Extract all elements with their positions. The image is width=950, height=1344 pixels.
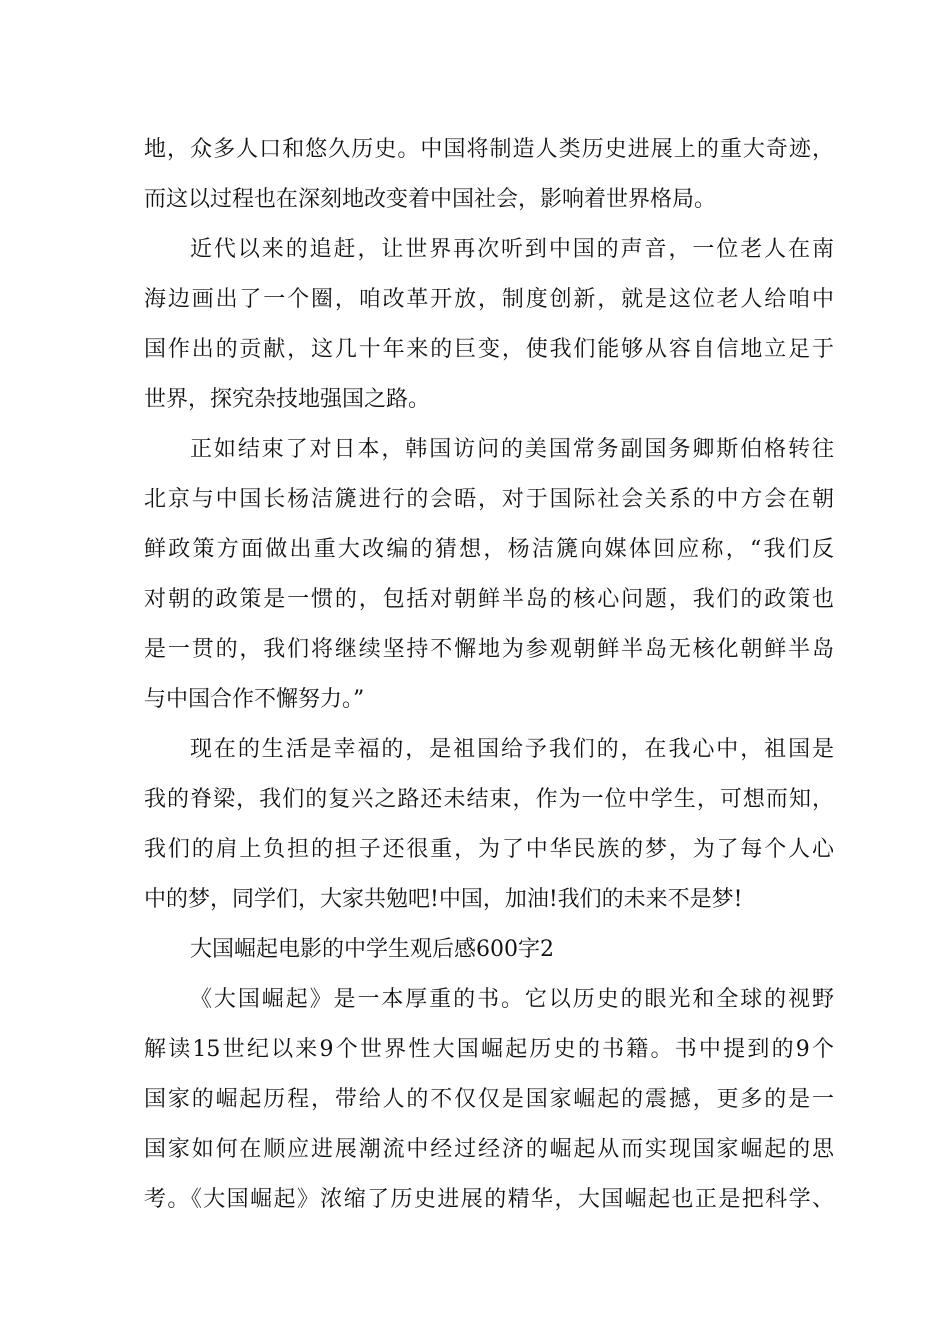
- text-line: 北京与中国长杨洁篪进行的会晤，对于国际社会关系的中方会在朝: [144, 487, 834, 512]
- section-heading: 大国崛起电影的中学生观后感600字2: [190, 937, 554, 962]
- text-line: 国家的崛起历程，带给人的不仅仅是国家崛起的震撼，更多的是一: [144, 1087, 834, 1112]
- text-line: 是一贯的，我们将继续坚持不懈地为参观朝鲜半岛无核化朝鲜半岛: [144, 637, 834, 662]
- text-line: 国作出的贡献，这几十年来的巨变，使我们能够从容自信地立足于: [144, 337, 834, 362]
- text-line: 对朝的政策是一惯的，包括对朝鲜半岛的核心问题，我们的政策也: [144, 587, 834, 612]
- text-line: 海边画出了一个圈，咱改革开放，制度创新，就是这位老人给咱中: [144, 287, 834, 312]
- text-line: 鲜政策方面做出重大改编的猜想，杨洁篪向媒体回应称，“我们反: [144, 537, 834, 562]
- text-line: 世界，探究杂技地强国之路。: [144, 387, 431, 412]
- text-line: 《大国崛起》是一本厚重的书。它以历史的眼光和全球的视野: [190, 987, 834, 1012]
- text-line: 地，众多人口和悠久历史。中国将制造人类历史进展上的重大奇迹，: [144, 137, 834, 162]
- text-line: 国家如何在顺应进展潮流中经过经济的崛起从而实现国家崛起的思: [144, 1137, 834, 1162]
- text-line: 我的脊梁，我们的复兴之路还未结束，作为一位中学生，可想而知，: [144, 787, 834, 812]
- text-line: 近代以来的追赶，让世界再次听到中国的声音，一位老人在南: [190, 237, 834, 262]
- text-line: 而这以过程也在深刻地改变着中国社会，影响着世界格局。: [144, 187, 717, 212]
- text-line: 正如结束了对日本，韩国访问的美国常务副国务卿斯伯格转往: [190, 437, 834, 462]
- text-line: 考。《大国崛起》浓缩了历史进展的精华，大国崛起也正是把科学、: [144, 1187, 834, 1212]
- text-line: 中的梦，同学们，大家共勉吧!中国，加油!我们的未来不是梦!: [144, 887, 743, 912]
- text-line: 我们的肩上负担的担子还很重，为了中华民族的梦，为了每个人心: [144, 837, 834, 862]
- text-line: 现在的生活是幸福的，是祖国给予我们的，在我心中，祖国是: [190, 737, 834, 762]
- text-line: 与中国合作不懈努力。”: [144, 687, 365, 712]
- text-line: 解读15世纪以来9个世界性大国崛起历史的书籍。书中提到的9个: [144, 1037, 834, 1062]
